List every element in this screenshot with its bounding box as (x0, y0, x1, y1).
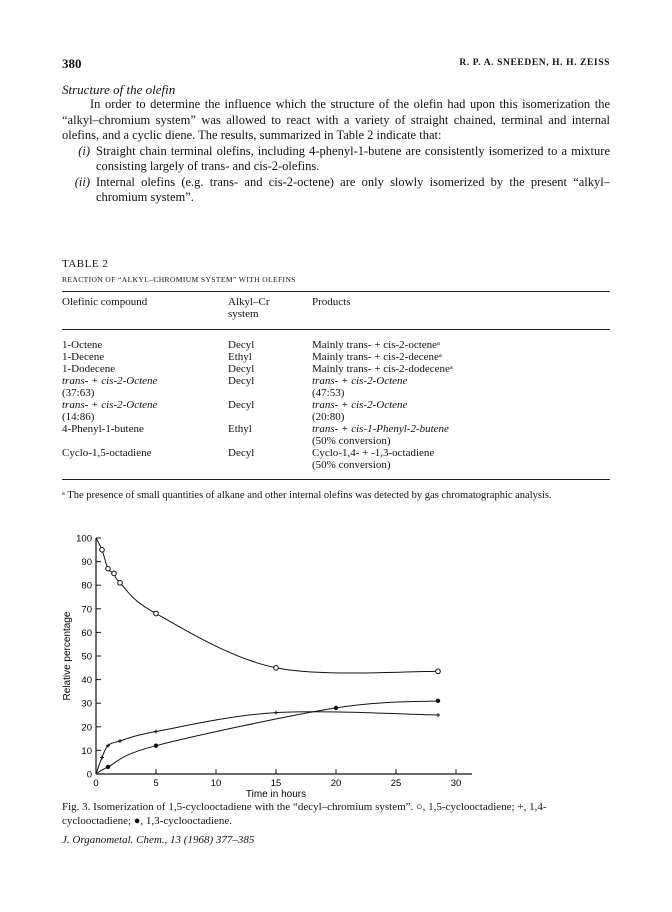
journal-reference: J. Organometal. Chem., 13 (1968) 377–385 (62, 834, 255, 846)
chart-point (154, 730, 158, 734)
table-cell-system: Ethyl (228, 423, 252, 435)
table-header-rule (62, 329, 610, 330)
table-cell-products-line2: (20:80) (312, 411, 345, 423)
chart-y-tick-label: 90 (81, 557, 92, 569)
table-row (62, 363, 610, 375)
table-cell-products-line1: trans- + cis-2-Octene (312, 375, 408, 387)
chart-y-tick-label: 40 (81, 675, 92, 687)
chart-x-tick-label: 5 (153, 778, 159, 789)
chart-x-tick-label: 15 (270, 778, 282, 789)
table-header (62, 296, 610, 320)
body-text (62, 97, 610, 206)
table-cell-system: Ethyl (228, 351, 252, 363)
table-cell-products (312, 447, 610, 471)
table-cell-compound (62, 399, 228, 423)
table-header-system-line2: system (228, 308, 259, 320)
table-cell-compound: 1-Octene (62, 339, 103, 351)
chart-y-tick-label: 50 (81, 651, 92, 663)
page-number: 380 (62, 56, 82, 71)
chart-x-tick-label: 30 (450, 778, 462, 789)
chart-y-tick-label: 60 (81, 627, 92, 639)
chart-y-tick-label: 0 (86, 769, 92, 781)
chart-point (154, 743, 158, 747)
table-row (62, 423, 610, 447)
table-cell-system: Decyl (228, 399, 255, 411)
table-cell-compound-line1: trans- + cis-2-Octene (62, 375, 158, 387)
table-footnote: ᵃ The presence of small quantities of alkane and other internal olefins was detected by gas chromatographic analysis. (62, 490, 552, 501)
chart-axes (96, 538, 472, 774)
chart-point (436, 713, 440, 717)
chart-y-axis-label: Relative percentage (62, 611, 73, 701)
table-cell-compound: 1-Decene (62, 351, 105, 363)
chart-point (334, 706, 338, 710)
chart-series-filled-circle (96, 699, 440, 774)
table-header-system-line1: Alkyl–Cr (228, 296, 270, 308)
chart-point (154, 611, 159, 616)
body-paragraph: In order to determine the influence which the structure of the olefin had upon this isomerization the “alkyl–chromium system” was allowed to react with a variety of straight chained, terminal and internal olefins, and a cyclic diene. The results, summarized in Table 2 indicate that: (62, 97, 610, 142)
chart-y-tick-label: 80 (81, 580, 92, 592)
chart-series (96, 538, 440, 774)
table-cell-compound-line2: (37:63) (62, 387, 95, 399)
chart-svg (52, 528, 482, 798)
table-top-rule (62, 291, 610, 292)
chart-y-tick-label: 10 (81, 745, 92, 757)
table-caption: REACTION OF “ALKYL–CHROMIUM SYSTEM” WITH OLEFINS (62, 275, 296, 284)
chart-point (274, 666, 279, 671)
chart-series-open-circle (96, 538, 440, 674)
table-cell-products-line2: (50% conversion) (312, 435, 391, 447)
table-cell-system: Decyl (228, 363, 255, 375)
chart-point (436, 699, 440, 703)
table-cell-system: Decyl (228, 375, 255, 387)
table-cell-products: Mainly trans- + cis-2-deceneᵃ (312, 351, 442, 363)
chart-point (106, 765, 110, 769)
list-item-text: Internal olefins (e.g. trans- and cis-2-octene) are only slowly isomerized by the present “alkyl–chromium system”. (96, 174, 610, 204)
table-cell-products: Mainly trans- + cis-2-octeneᵃ (312, 339, 441, 351)
chart-point (274, 711, 278, 715)
chart-y-tick-label: 100 (76, 533, 92, 545)
chart-x-tick-label: 10 (210, 778, 222, 789)
table-cell-products-line1: trans- + cis-1-Phenyl-2-butene (312, 423, 449, 435)
table-cell-compound-line2: (14:86) (62, 411, 95, 423)
table-row (62, 447, 610, 471)
chart-point (106, 566, 111, 571)
chart-series-line (96, 701, 438, 774)
table-header-products: Products (312, 296, 351, 308)
table-cell-compound: Cyclo-1,5-octadiene (62, 447, 152, 459)
table-header-system (228, 296, 312, 320)
running-head-authors: R. P. A. SNEEDEN, H. H. ZEISS (459, 58, 610, 68)
chart-point (100, 755, 104, 759)
section-heading: Structure of the olefin (62, 82, 176, 97)
table-cell-products (312, 375, 610, 399)
chart-point (100, 548, 105, 553)
table-cell-system: Decyl (228, 447, 255, 459)
table-row (62, 351, 610, 363)
table-bottom-rule (62, 479, 610, 480)
table-cell-products-line2: (47:53) (312, 387, 345, 399)
table-cell-products-line1: Cyclo-1,4- + -1,3-octadiene (312, 447, 435, 459)
list-item-number: (ii) (74, 174, 90, 189)
chart-x-tick-label: 25 (390, 778, 402, 789)
chart-point (436, 669, 441, 674)
chart-series-line (96, 538, 438, 673)
table-row (62, 399, 610, 423)
table-header-compound: Olefinic compound (62, 296, 148, 308)
table-cell-products-line1: trans- + cis-2-Octene (312, 399, 408, 411)
table-body (62, 339, 610, 471)
table-row (62, 375, 610, 399)
table-cell-compound: 1-Dodecene (62, 363, 116, 375)
list-item (62, 175, 610, 206)
chart-x-tick-label: 0 (93, 778, 99, 789)
chart-y-tick-label: 20 (81, 722, 92, 734)
chart-y-tick-label: 70 (81, 604, 92, 616)
list-item-number: (i) (78, 143, 90, 158)
chart-ticks (76, 534, 461, 790)
chart-point (112, 571, 117, 576)
list-item-text: Straight chain terminal olefins, including 4-phenyl-1-butene are consistently isomerized to a mixture consisting largely of trans- and cis-2-olefins. (96, 143, 610, 173)
chart-point (118, 581, 123, 586)
table-label: TABLE 2 (62, 258, 109, 270)
figure-chart (52, 528, 482, 803)
table-cell-compound (62, 375, 228, 399)
table-cell-products (312, 423, 610, 447)
table-cell-compound-line1: trans- + cis-2-Octene (62, 399, 158, 411)
table-cell-compound: 4-Phenyl-1-butene (62, 423, 144, 435)
figure-caption: Fig. 3. Isomerization of 1,5-cyclooctadiene with the “decyl–chromium system”. ○, 1,5-cyclooctadiene; +, 1,4-cyclooctadiene; ●, 1,3-cyclooctadiene. (62, 801, 547, 827)
table-row (62, 339, 610, 351)
chart-y-tick-label: 30 (81, 698, 92, 710)
chart-x-tick-label: 20 (330, 778, 342, 789)
table-cell-products (312, 399, 610, 423)
chart-point (118, 739, 122, 743)
list-item (62, 144, 610, 175)
chart-x-axis-label: Time in hours (245, 789, 307, 798)
table-cell-system: Decyl (228, 339, 255, 351)
table-cell-products-line2: (50% conversion) (312, 459, 391, 471)
table-cell-products: Mainly trans- + cis-2-dodeceneᵃ (312, 363, 453, 375)
